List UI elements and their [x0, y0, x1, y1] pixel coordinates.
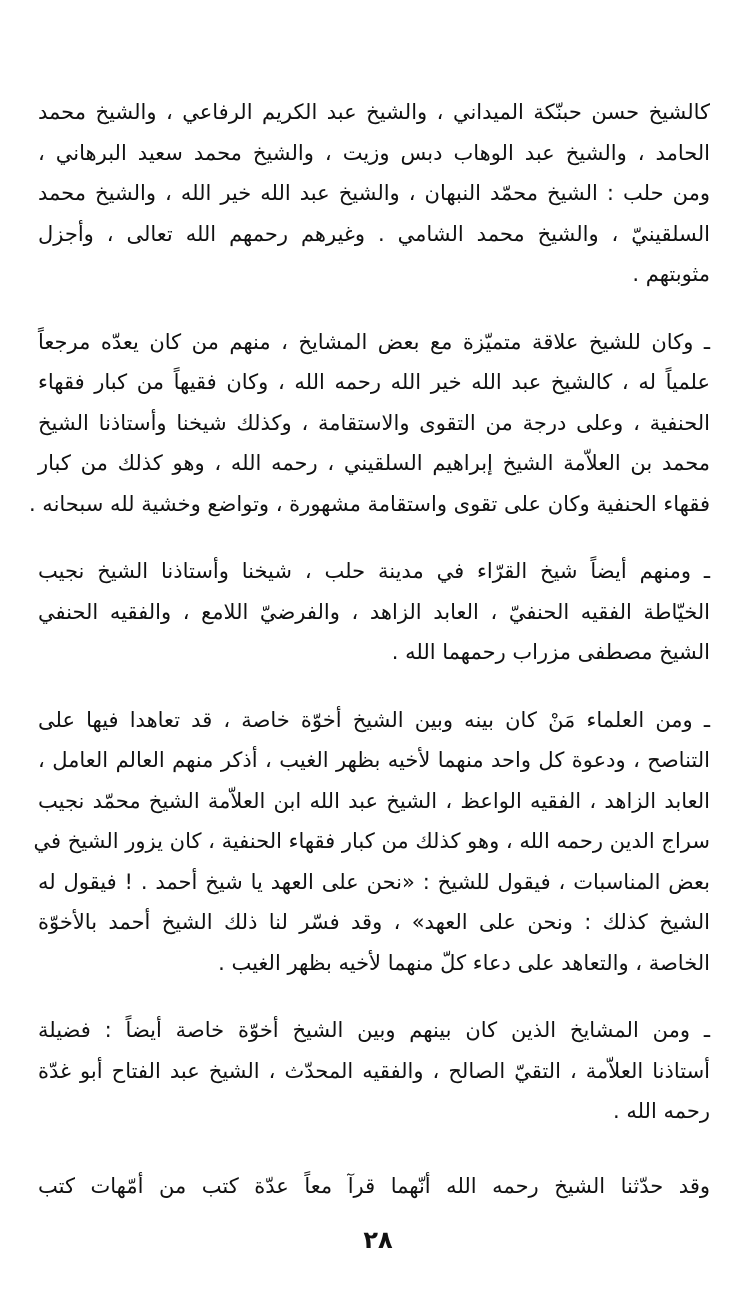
text-line: السلقينيّ ، والشيخ محمد الشامي . وغيرهم رحمهم الله تعالى ، وأجزل	[38, 221, 710, 246]
paragraph-4	[33, 700, 710, 984]
text-line: أستاذنا العلاّمة ، التقيّ الصالح ، والفقيه المحدّث ، الشيخ عبد الفتاح أبو غدّة	[38, 1058, 710, 1083]
text-line: ـ ومنهم أيضاً شيخ القرّاء في مدينة حلب ، شيخنا وأستاذنا الشيخ نجيب	[38, 559, 710, 583]
text-line: الحنفية ، وعلى درجة من التقوى والاستقامة ، وكذلك شيخنا وأستاذنا الشيخ	[38, 410, 710, 435]
text-line: محمد بن العلاّمة الشيخ إبراهيم السلقيني ، رحمه الله ، وهو كذلك من كبار	[38, 451, 710, 475]
page-number: ٢٨	[363, 1226, 393, 1254]
text-line: كالشيخ حسن حبنّكة الميداني ، والشيخ عبد الكريم الرفاعي ، والشيخ محمد	[38, 100, 710, 124]
paragraph-3	[38, 551, 710, 673]
text-line: ومن حلب : الشيخ محمّد النبهان ، والشيخ عبد الله خير الله ، والشيخ محمد	[38, 181, 710, 205]
text-line: الشيخ كذلك : ونحن على العهد» ، وقد فسّر لنا ذلك الشيخ أحمد بالأخوّة	[38, 910, 710, 934]
paragraph-1	[38, 92, 710, 295]
text-line: علمياً له ، كالشيخ عبد الله خير الله رحمه الله ، وكان فقيهاً من كبار فقهاء	[38, 370, 710, 394]
text-line: الحامد ، والشيخ عبد الوهاب دبس وزيت ، والشيخ محمد سعيد البرهاني ،	[38, 140, 710, 165]
text-line: الخيّاطة الفقيه الحنفيّ ، العابد الزاهد ، والفرضيّ اللامع ، والفقيه الحنفي	[38, 599, 710, 624]
text-line: ـ ومن العلماء مَنْ كان بينه وبين الشيخ أخوّة خاصة ، قد تعاهدا فيها على	[38, 707, 710, 732]
text-line: سراج الدين رحمه الله ، وهو كذلك من كبار فقهاء الحنفية ، كان يزور الشيخ في	[33, 829, 710, 853]
text-line: ـ ومن المشايخ الذين كان بينهم وبين الشيخ أخوّة خاصة أيضاً : فضيلة	[38, 1018, 710, 1042]
paragraph-2	[28, 322, 710, 525]
text-line: الشيخ مصطفى مزراب رحمهما الله .	[391, 640, 710, 664]
text-line: بعض المناسبات ، فيقول للشيخ : «نحن على العهد يا شيخ أحمد . ! فيقول له	[38, 869, 710, 894]
text-line: فقهاء الحنفية وكان على تقوى واستقامة مشهورة ، وتواضع وخشية لله سبحانه .	[28, 491, 710, 516]
paragraph-6	[38, 1166, 710, 1207]
text-line: رحمه الله .	[613, 1099, 710, 1123]
text-line: وقد حدّثنا الشيخ رحمه الله أنّهما قرآ معاً عدّة كتب من أمّهات كتب	[38, 1173, 710, 1198]
text-line: التناصح ، ودعوة كل واحد منهما لأخيه بظهر الغيب ، أذكر منهم العالم العامل ،	[38, 748, 710, 772]
text-line: الخاصة ، والتعاهد على دعاء كلّ منهما لأخيه بظهر الغيب .	[218, 950, 710, 975]
text-line: مثوبتهم .	[632, 262, 710, 286]
text-line: ـ وكان للشيخ علاقة متميّزة مع بعض المشايخ ، منهم من كان يعدّه مرجعاً	[38, 329, 710, 354]
page-body	[28, 92, 710, 1206]
text-line: العابد الزاهد ، الفقيه الواعظ ، الشيخ عبد الله ابن العلاّمة الشيخ محمّد نجيب	[38, 788, 710, 813]
paragraph-5	[38, 1010, 710, 1132]
